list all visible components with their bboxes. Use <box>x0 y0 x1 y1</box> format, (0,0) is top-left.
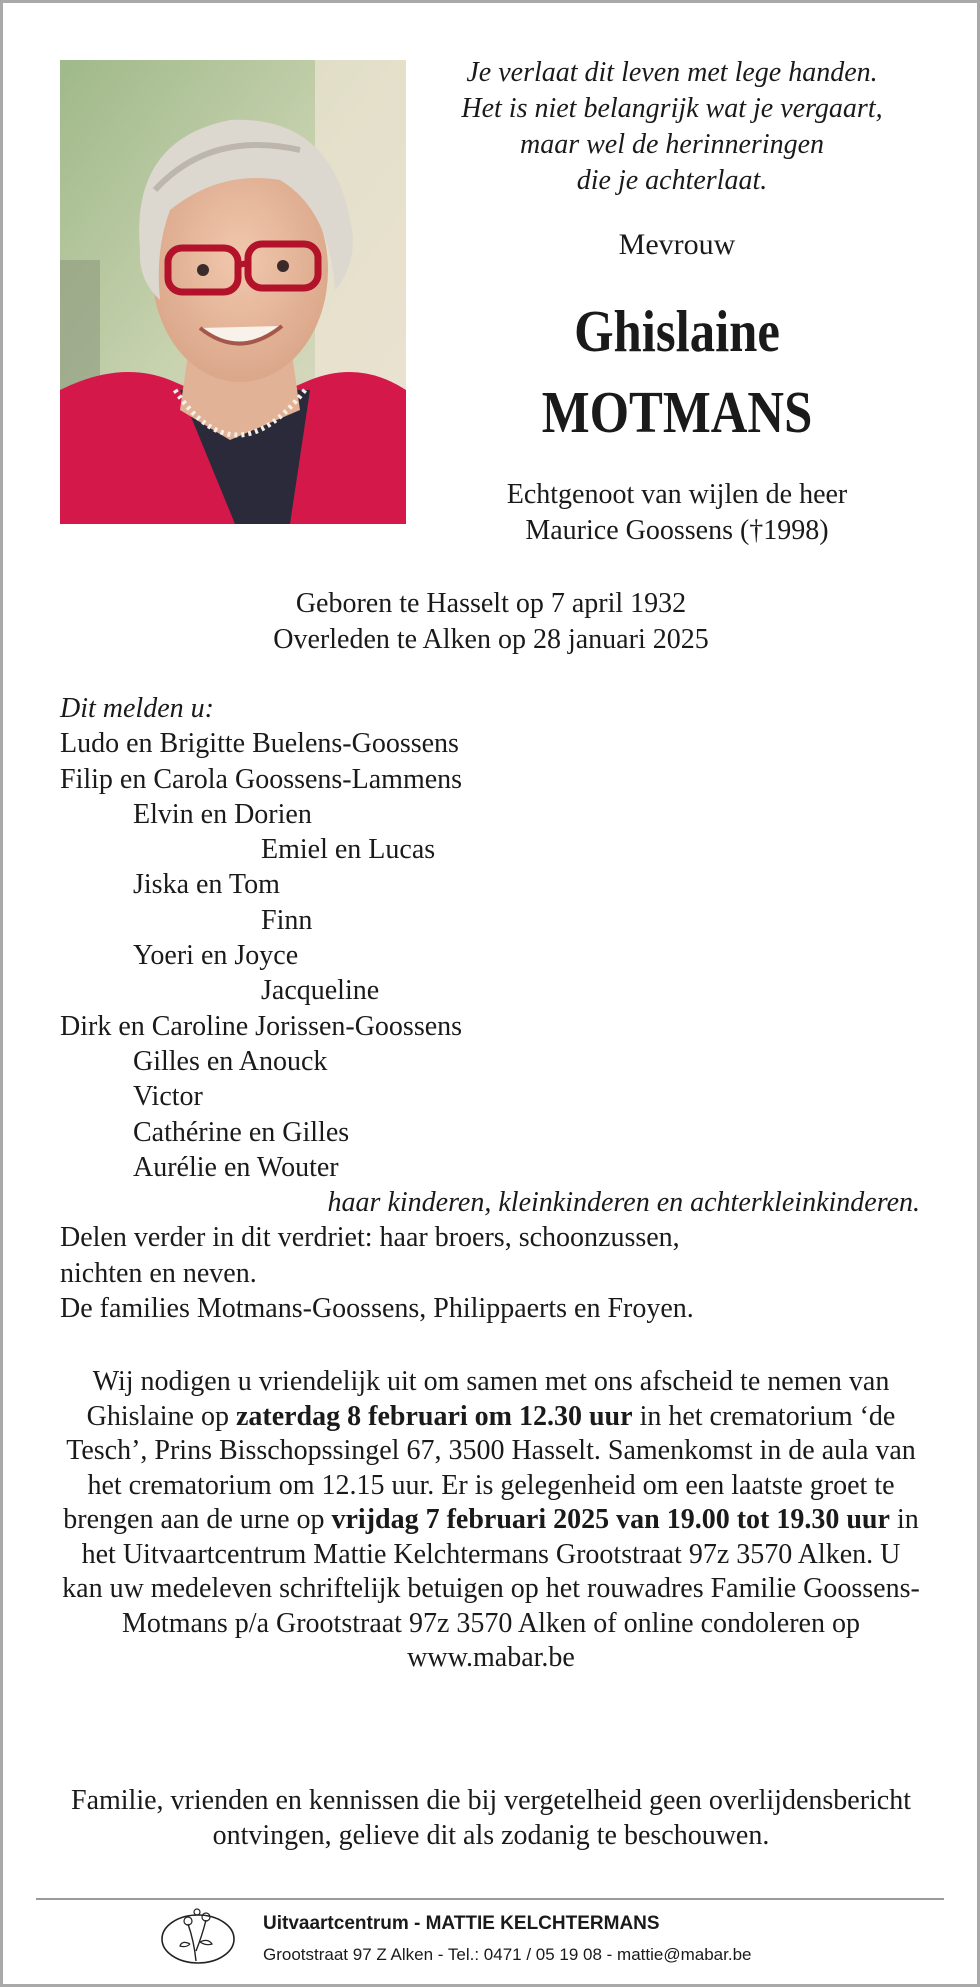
life-dates <box>60 586 922 658</box>
spouse-info <box>433 477 921 549</box>
last-name: MOTMANS <box>541 379 813 445</box>
funeral-home-name: Uitvaartcentrum - MATTIE KELCHTERMANS <box>263 1913 660 1934</box>
invite-text: in het crematorium ‘de Tesch’, Prins Bisschopssingel 67, 3500 Hasselt. Samenkomst in de aula van het crematorium om 12.15 uur. Er is gelegenheid om een laatste groet te brengen aan de urne op <box>63 1400 916 1535</box>
family-member: Dirk en Caroline Jorissen-Goossens <box>60 1010 463 1042</box>
family-member: Jacqueline <box>261 975 380 1007</box>
birth-line: Geboren te Hasselt op 7 april 1932 <box>295 588 687 619</box>
family-member: Yoeri en Joyce <box>133 940 299 972</box>
poem-line: maar wel de herinneringen <box>519 129 825 160</box>
family-member: Elvin en Dorien <box>133 798 312 830</box>
family-member: Finn <box>261 904 313 936</box>
notice-text: Familie, vrienden en kennissen die bij vergetelheid geen overlijdensbericht ontvingen, gelieve dit als zodanig te beschouwen. <box>71 1785 911 1851</box>
funeral-home-address: Grootstraat 97 Z Alken - Tel.: 0471 / 05 19 08 - mattie@mabar.be <box>263 1945 752 1964</box>
footer-divider <box>36 1898 944 1900</box>
family-member: Aurélie en Wouter <box>133 1151 339 1183</box>
poem-line: Je verlaat dit leven met lege handen. <box>466 57 878 88</box>
invite-text: in het Uitvaartcentrum Mattie Kelchtermans Grootstraat 97z 3570 Alken. U kan uw medeleven schriftelijk betuigen op het rouwadres Familie Goossens-Motmans p/a Grootstraat 97z 3570 Alken of online condoleren op www.mabar.be <box>62 1504 920 1673</box>
family-member: Emiel en Lucas <box>261 834 436 866</box>
family-member: Gilles en Anouck <box>133 1045 328 1077</box>
family-list <box>60 691 940 1326</box>
invite-viewing-time: vrijdag 7 februari 2025 van 19.00 tot 19.30 uur <box>331 1504 890 1535</box>
family-member: Jiska en Tom <box>133 869 280 901</box>
family-member: Ludo en Brigitte Buelens-Goossens <box>60 728 459 760</box>
first-name: Ghislaine <box>574 298 780 364</box>
poem-line: die je achterlaat. <box>576 165 768 196</box>
spouse-line: Echtgenoot van wijlen de heer <box>506 479 848 510</box>
death-line: Overleden te Alken op 28 januari 2025 <box>273 624 709 655</box>
family-closing: haar kinderen, kleinkinderen en achterkleinkinderen. <box>327 1187 920 1219</box>
portrait-photo <box>60 60 406 524</box>
funeral-home-logo-icon <box>158 1906 238 1966</box>
spouse-line: Maurice Goossens (†1998) <box>525 515 829 546</box>
poem-line: Het is niet belangrijk wat je vergaart, <box>461 93 883 124</box>
family-extra: Delen verder in dit verdriet: haar broers, schoonzussen, <box>60 1222 680 1254</box>
funeral-invitation <box>60 1365 922 1676</box>
invite-ceremony-time: zaterdag 8 februari om 12.30 uur <box>235 1400 633 1432</box>
invite-text: Wij nodigen u vriendelijk uit om samen met ons afscheid te nemen van Ghislaine op <box>86 1366 890 1432</box>
family-member: Cathérine en Gilles <box>133 1116 350 1148</box>
family-extra: De families Motmans-Goossens, Philippaerts en Froyen. <box>60 1293 694 1325</box>
family-intro: Dit melden u: <box>60 693 214 724</box>
family-member: Victor <box>133 1081 203 1113</box>
family-member: Filip en Carola Goossens-Lammens <box>60 763 463 795</box>
salutation: Mevrouw <box>618 228 736 261</box>
family-extra: nichten en neven. <box>60 1257 257 1289</box>
poem <box>423 55 921 199</box>
